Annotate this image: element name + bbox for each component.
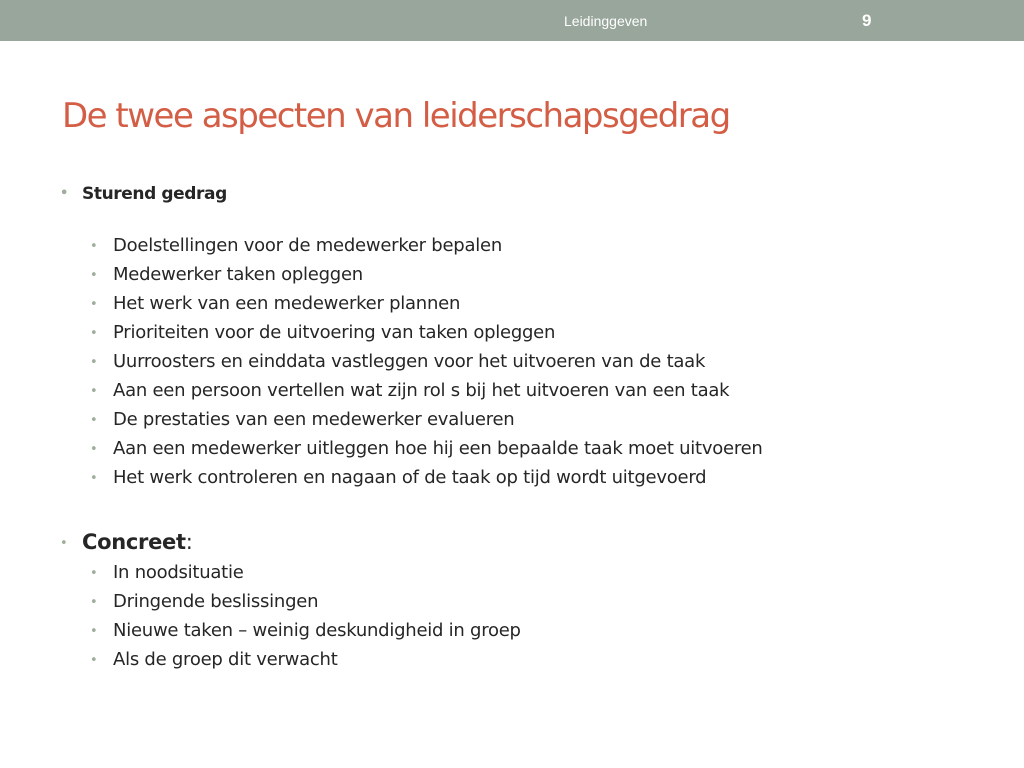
bullet-icon: • [90, 595, 98, 610]
list-item [90, 619, 521, 643]
list-item-text: Het werk van een medewerker plannen [113, 293, 461, 314]
list-item [90, 408, 515, 432]
bullet-icon: • [90, 326, 98, 341]
bullet-icon: • [90, 297, 98, 312]
bullet-icon: • [90, 566, 98, 581]
list-item [90, 292, 461, 316]
slide-title: De twee aspecten van leiderschapsgedrag [62, 96, 730, 136]
list-item [90, 379, 730, 403]
bullet-icon: • [90, 442, 98, 457]
bullet-icon: • [90, 624, 98, 639]
page-number: 9 [862, 11, 872, 30]
list-item-text: Doelstellingen voor de medewerker bepalen [113, 235, 502, 256]
bullet-text: Sturend gedrag [82, 184, 227, 204]
bullet-icon: • [90, 268, 98, 283]
list-item-text: Uurroosters en einddata vastleggen voor het uitvoeren van de taak [113, 351, 706, 372]
list-item [90, 263, 363, 287]
list-item [90, 590, 319, 614]
list-item-text: Als de groep dit verwacht [113, 649, 338, 670]
bullet-icon: • [90, 239, 98, 254]
bullet-heading: Concreet [82, 530, 186, 554]
list-item-text: In noodsituatie [113, 562, 244, 583]
section-label: Leidinggeven [564, 13, 648, 29]
list-item [90, 466, 707, 490]
list-item-text: Aan een medewerker uitleggen hoe hij een bepaalde taak moet uitvoeren [113, 438, 763, 459]
list-item [90, 350, 706, 374]
bullet-icon: • [60, 536, 68, 551]
list-item-text: Prioriteiten voor de uitvoering van taken opleggen [113, 322, 556, 343]
list-item [90, 234, 502, 258]
bullet-sturend-gedrag [60, 182, 227, 206]
list-item [90, 321, 556, 345]
bullet-icon: • [90, 653, 98, 668]
bullet-icon: • [60, 186, 68, 201]
list-item [90, 437, 763, 461]
bullet-colon: : [185, 530, 193, 554]
list-item-text: Nieuwe taken – weinig deskundigheid in groep [113, 620, 521, 641]
bullet-icon: • [90, 471, 98, 486]
bullet-concreet [60, 528, 193, 556]
list-item [90, 648, 338, 672]
list-item-text: Aan een persoon vertellen wat zijn rol s bij het uitvoeren van een taak [113, 380, 730, 401]
bullet-icon: • [90, 355, 98, 370]
list-item-text: De prestaties van een medewerker evalueren [113, 409, 515, 430]
bullet-icon: • [90, 384, 98, 399]
list-item-text: Medewerker taken opleggen [113, 264, 363, 285]
bullet-icon: • [90, 413, 98, 428]
list-item-text: Dringende beslissingen [113, 591, 319, 612]
list-item [90, 561, 244, 585]
list-item-text: Het werk controleren en nagaan of de taak op tijd wordt uitgevoerd [113, 467, 707, 488]
